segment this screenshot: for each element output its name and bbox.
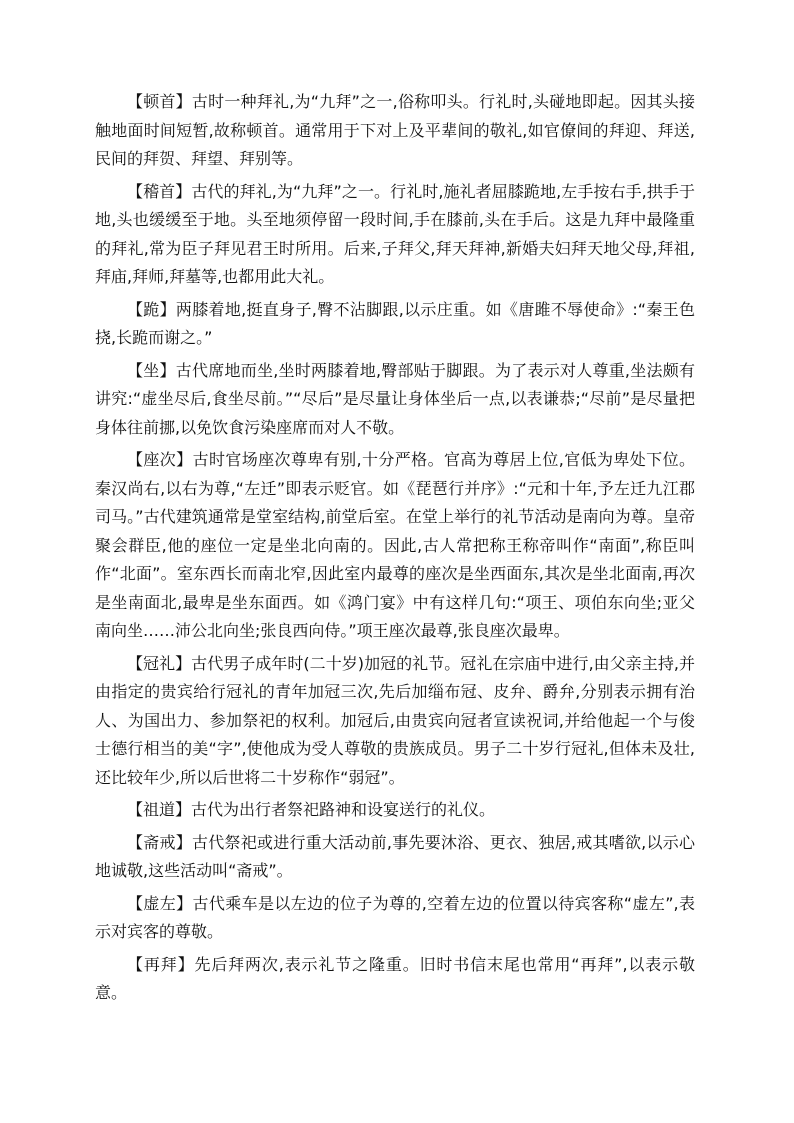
entry-term: 【座次】	[127, 450, 193, 469]
entry-term: 【再拜】	[127, 954, 195, 974]
entry-guanli	[95, 650, 695, 793]
entry-qishou	[95, 178, 695, 292]
entry-term: 【顿首】	[127, 92, 192, 111]
entry-text: 先后拜两次,表示礼节之隆重。旧时书信末尾也常用“再拜”,以表示敬意。	[95, 954, 695, 1002]
entry-text: 古时一种拜礼,为“九拜”之一,俗称叩头。行礼时,头碰地即起。因其头接触地面时间短暂,故称顿首。通常用于下对上及平辈间的敬礼,如官僚间的拜迎、拜送,民间的拜贺、拜望、拜别等。	[95, 92, 695, 168]
entry-zhaijie	[95, 829, 695, 886]
entry-zuoci	[95, 446, 695, 646]
entry-zuo	[95, 357, 695, 443]
entry-gui	[95, 296, 695, 353]
entry-text: 古代的拜礼,为“九拜”之一。行礼时,施礼者屈膝跪地,左手按右手,拱手于地,头也缓缓至于地。头至地须停留一段时间,手在膝前,头在手后。这是九拜中最隆重的拜礼,常为臣子拜见君王时所用。后来,子拜父,拜天拜神,新婚夫妇拜天地父母,拜祖,拜庙,拜师,拜墓等,也都用此大礼。	[95, 181, 695, 286]
entry-zudao	[95, 796, 695, 825]
entry-text: 古代为出行者祭祀路神和设宴送行的礼仪。	[191, 800, 496, 819]
entry-text: 古代乘车是以左边的位子为尊的,空着左边的位置以待宾客称“虚左”,表示对宾客的尊敬。	[95, 893, 695, 941]
entry-dunshou	[95, 88, 695, 174]
entry-text: 两膝着地,挺直身子,臀不沾脚跟,以示庄重。如《唐雎不辱使命》:“秦王色挠,长跪而谢之。”	[95, 299, 695, 347]
entry-xuzuo	[95, 890, 695, 947]
entry-zaibai	[95, 951, 695, 1008]
entry-text: 古代男子成年时(二十岁)加冠的礼节。冠礼在宗庙中进行,由父亲主持,并由指定的贵宾给行冠礼的青年加冠三次,先后加缁布冠、皮弁、爵弁,分别表示拥有治人、为国出力、参加祭祀的权利。加冠后,由贵宾向冠者宣读祝词,并给他起一个与俊士德行相当的美“字”,使他成为受人尊敬的贵族成员。男子二十岁行冠礼,但体未及壮,还比较年少,所以后世将二十岁称作“弱冠”。	[95, 653, 695, 787]
entry-term: 【虚左】	[127, 893, 193, 913]
entry-term: 【跪】	[127, 299, 176, 319]
entry-text: 古代席地而坐,坐时两膝着地,臀部贴于脚跟。为了表示对人尊重,坐法颇有讲究:“虚坐尽后,食坐尽前。”“尽后”是尽量让身体坐后一点,以表谦恭;“尽前”是尽量把身体往前挪,以免饮食污染座席而对人不敬。	[95, 360, 695, 437]
entry-term: 【坐】	[127, 360, 176, 380]
entry-term: 【斋戒】	[127, 832, 192, 852]
entry-term: 【祖道】	[127, 800, 192, 819]
entry-term: 【稽首】	[127, 181, 192, 201]
entry-text: 古代祭祀或进行重大活动前,事先要沐浴、更衣、独居,戒其嗜欲,以示心地诚敬,这些活动叫“斋戒”。	[95, 832, 695, 880]
entry-term: 【冠礼】	[127, 653, 192, 673]
entry-text: 古时官场座次尊卑有别,十分严格。官高为尊居上位,官低为卑处下位。秦汉尚右,以右为尊,“左迁”即表示贬官。如《琵琶行并序》:“元和十年,予左迁九江郡司马。”古代建筑通常是堂室结构,前堂后室。在堂上举行的礼节活动是南向为尊。皇帝聚会群臣,他的座位一定是坐北向南的。因此,古人常把称王称帝叫作“南面”,称臣叫作“北面”。室东西长而南北窄,因此室内最尊的座次是坐西面东,其次是坐北面南,再次是坐南面北,最卑是坐东面西。如《鸿门宴》中有这样几句:“项王、项伯东向坐;亚父南向坐……沛公北向坐;张良西向侍。”项王座次最尊,张良座次最卑。	[95, 450, 695, 640]
document-body	[95, 88, 695, 1012]
